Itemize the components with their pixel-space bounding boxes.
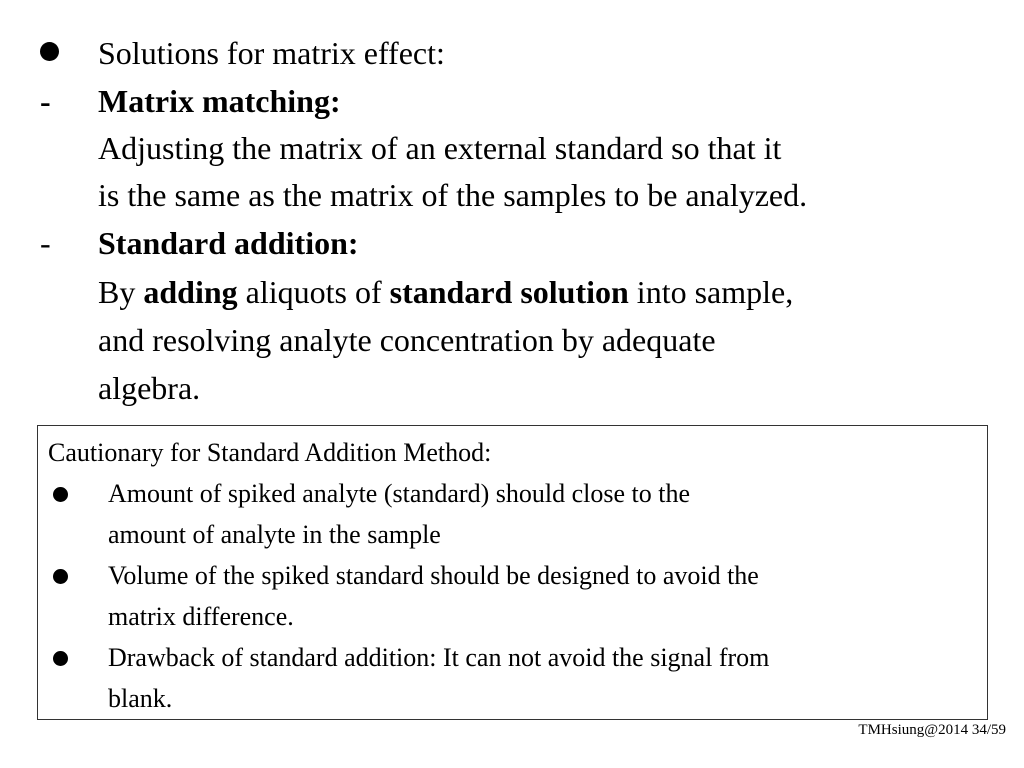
matrix-matching-line-1: Adjusting the matrix of an external standard so that it	[98, 130, 782, 166]
matrix-matching-title: Matrix matching:	[98, 83, 341, 119]
caution-title: Cautionary for Standard Addition Method:	[48, 438, 492, 467]
bold-adding: adding	[143, 274, 238, 310]
matrix-matching-line-2: is the same as the matrix of the samples to be analyzed.	[98, 177, 808, 213]
standard-addition-line-3: algebra.	[98, 370, 201, 406]
caution-bullet-3-line-1: Drawback of standard addition: It can not avoid the signal from	[108, 643, 770, 672]
text-segment: aliquots of	[237, 274, 390, 310]
caution-bullet-3-line-2: blank.	[108, 684, 173, 713]
caution-bullet-1-line-1: Amount of spiked analyte (standard) should close to the	[108, 479, 690, 508]
bullet-dot-icon	[40, 42, 59, 61]
caution-box	[37, 425, 988, 720]
text-segment: By	[98, 274, 144, 310]
standard-addition-title: Standard addition:	[98, 225, 359, 261]
bullet-dot-icon	[53, 569, 68, 584]
bullet-dot-icon	[53, 487, 68, 502]
text-segment: into sample,	[628, 274, 794, 310]
footer-credit: TMHsiung@2014 34/59	[858, 722, 1006, 738]
standard-addition-line-1	[98, 268, 793, 316]
dash-marker: -	[40, 225, 51, 261]
heading-text: Solutions for matrix effect:	[98, 35, 445, 71]
bullet-dot-icon	[53, 651, 68, 666]
caution-bullet-2-line-2: matrix difference.	[108, 602, 294, 631]
caution-bullet-1-line-2: amount of analyte in the sample	[108, 520, 441, 549]
standard-addition-line-2: and resolving analyte concentration by adequate	[98, 322, 716, 358]
dash-marker: -	[40, 83, 51, 119]
bold-standard-solution: standard solution	[389, 274, 629, 310]
caution-bullet-2-line-1: Volume of the spiked standard should be designed to avoid the	[108, 561, 759, 590]
